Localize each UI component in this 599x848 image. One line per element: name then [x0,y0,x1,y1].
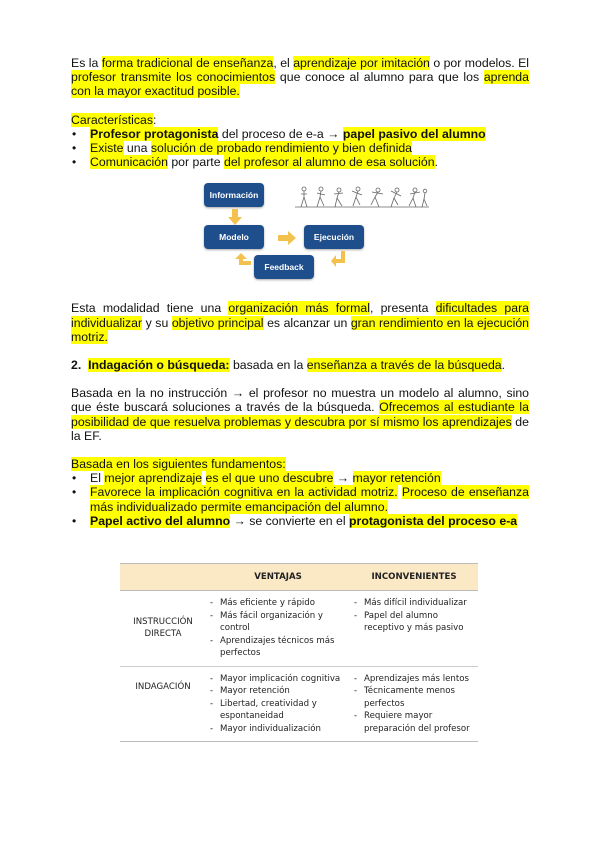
highlight-text: Existe [90,141,124,156]
highlight-text: solución de probado rendimiento y bien definida [150,141,413,156]
fundamentos-list [71,471,529,528]
informacion-box: Información [204,183,264,207]
table-row [120,591,478,667]
paragraph-text: . [501,358,506,373]
paragraph-text: y su [142,315,172,330]
highlight-text: Comunicación [90,155,168,170]
highlight-text: objetivo principal [171,315,264,330]
list-item: - Técnicamente menos perfectos [352,685,476,710]
ventajas-cell [206,666,350,742]
heading-colon: : [153,112,157,127]
ventajas-cell [206,591,350,667]
section-2-heading [71,358,529,372]
list-item: - Más difícil individualizar [352,597,476,610]
list-item: - Más eficiente y rápido [208,597,348,610]
paragraph-text: basada en la [229,358,307,373]
list-item [71,127,529,141]
highlight-text: es el que uno descubre [205,471,334,486]
highlight-text: organización más formal [228,301,370,316]
caracteristicas-heading [71,113,529,127]
highlight-text: del profesor al alumno de esa solución [223,155,435,170]
athlete-sequence-image [295,183,429,211]
row-label: INDAGACIÓN [120,666,206,742]
list-item: - Requiere mayor preparación del profesor [352,710,476,735]
feedback-box: Feedback [254,255,314,279]
inconvenientes-cell [350,666,478,742]
heading-text: Basada en los siguientes fundamentos: [71,457,286,472]
arrow-right-icon [278,231,296,245]
intro-text: Es la [71,56,102,70]
list-item [71,141,529,155]
list-item [71,514,529,528]
caracteristicas-list [71,127,529,170]
paragraph-text: es alcanzar un [263,315,351,330]
item-text: . [434,155,438,170]
table-row [120,666,478,742]
highlight-text: aprenda con la mayor exactitud posible. [71,70,529,99]
list-item: - Aprendizajes más lentos [352,673,476,686]
document-body [71,56,529,528]
fundamentos-heading [71,457,529,471]
highlight-text: dificultades para individualizar [71,301,530,330]
section-title: Indagación o búsqueda: [88,358,230,373]
list-item [71,471,529,485]
table-header-cell [120,564,206,591]
highlight-text: protagonista del proceso e-a [349,513,518,528]
list-item: - Mayor individualización [208,723,348,736]
highlight-text: gran rendimiento en la ejecución motriz. [71,315,529,344]
highlight-text: papel pasivo del alumno [342,126,486,141]
item-text: → se convierte en el [230,513,350,528]
item-text: del proceso de e-a → [218,126,343,141]
list-item: - Papel del alumno receptivo y más pasivo [352,610,476,635]
highlight-text: Profesor protagonista [90,126,219,141]
list-item [71,485,529,513]
highlight-text: Favorece la implicación cognitiva en la actividad motriz. [90,485,398,500]
modalidad-paragraph [71,301,529,344]
list-item: - Más fácil organización y control [208,610,348,635]
intro-text: , el [273,56,294,70]
highlight-text: forma tradicional de enseñanza [101,56,274,70]
paragraph-text: , presenta [369,301,436,316]
paragraph-text: Basada en la no instrucción → el profesor no muestra un modelo al alumno, sino que éste buscará soluciones a través de la búsqueda. [71,386,529,415]
item-text: por parte [167,155,224,170]
highlight-text: Papel activo del alumno [90,513,231,528]
item-text: una [123,141,151,156]
indagacion-paragraph [71,386,529,443]
inconvenientes-cell [350,591,478,667]
highlight-text: mayor retención [352,471,441,486]
item-text: El [90,471,105,486]
list-item: - Mayor implicación cognitiva [208,673,348,686]
item-text: → [333,471,353,486]
highlight-text: profesor transmite los conocimientos [71,70,276,85]
instruction-diagram [71,181,529,293]
arrow-curve-icon [331,251,349,269]
list-item [71,155,529,169]
table-header-row [120,564,478,591]
intro-paragraph [71,56,529,99]
intro-text: o por modelos. El [429,56,530,70]
list-item: - Libertad, creatividad y espontaneidad [208,698,348,723]
highlight-text: aprendizaje por imitación [293,56,430,70]
table-header-cell: INCONVENIENTES [350,564,478,591]
paragraph-text: Esta modalidad tiene una [71,301,229,316]
heading-text: Características [71,112,154,127]
highlight-text: mejor aprendizaje [104,471,203,486]
intro-text: que conoce al alumno para que los [275,70,484,85]
arrow-curve-icon [233,253,251,271]
arrow-down-icon [228,209,242,225]
list-item: - Mayor retención [208,685,348,698]
comparison-table [120,563,478,742]
section-number: 2. [71,358,82,373]
highlight-text: Proceso de enseñanza más individualizado permite emancipación del alumno. [90,485,530,514]
table-header-cell: VENTAJAS [206,564,350,591]
paragraph-text: de la EF. [71,414,529,443]
list-item: - Aprendizajes técnicos más perfectos [208,635,348,660]
modelo-box: Modelo [204,225,264,249]
highlight-text: enseñanza a través de la búsqueda [306,358,502,373]
ejecucion-box: Ejecución [304,225,364,249]
highlight-text: Ofrecemos al estudiante la posibilidad de que resuelva problemas y descubra por sí mismo los aprendizajes [71,400,529,429]
row-label: INSTRUCCIÓN DIRECTA [120,591,206,667]
